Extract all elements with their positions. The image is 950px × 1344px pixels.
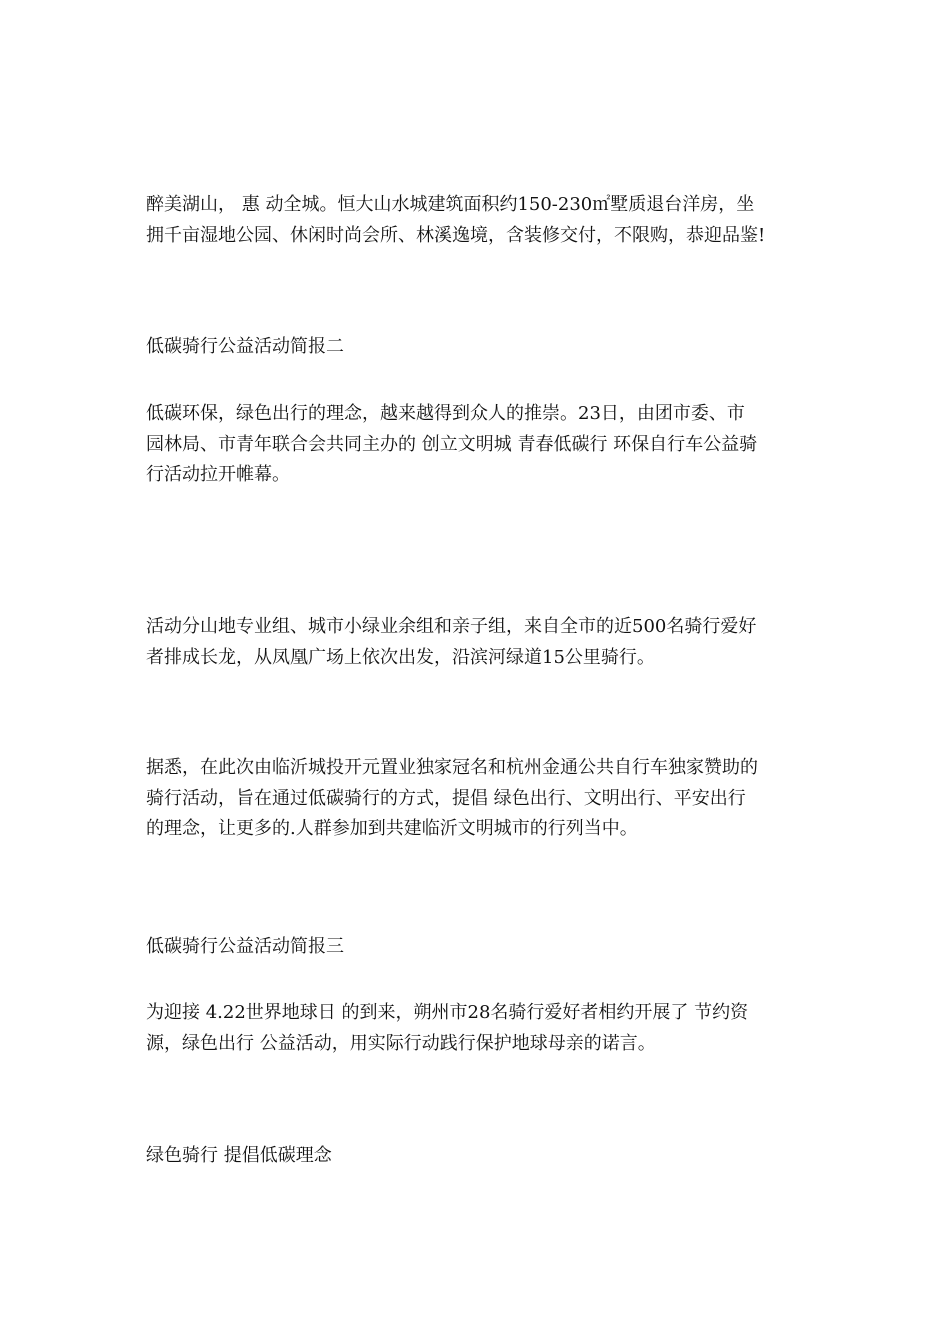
paragraph-line: 者排成长龙，从凤凰广场上依次出发，沿滨河绿道15公里骑行。: [146, 646, 655, 668]
paragraph-intro: [146, 399, 810, 491]
paragraph-earth-day: [146, 998, 810, 1059]
paragraph-line: 行活动拉开帷幕。: [146, 464, 290, 485]
paragraph-promo: [146, 190, 810, 251]
paragraph-line: 源，绿色出行 公益活动，用实际行动践行保护地球母亲的诺言。: [146, 1032, 656, 1054]
paragraph-sponsor: [146, 753, 810, 845]
paragraph-line: 醉美湖山， 惠 动全城。恒大山水城建筑面积约150-230㎡墅质退台洋房，坐: [146, 194, 755, 215]
paragraph-line: 园林局、市青年联合会共同主办的 创立文明城 青春低碳行 环保自行车公益骑: [146, 433, 758, 455]
paragraph-line: 骑行活动，旨在通过低碳骑行的方式，提倡 绿色出行、文明出行、平安出行: [146, 787, 746, 809]
paragraph-line: 据悉，在此次由临沂城投开元置业独家冠名和杭州金通公共自行车独家赞助的: [146, 757, 758, 778]
section-heading-2: 低碳骑行公益活动简报二: [146, 336, 344, 357]
section-heading-4: 绿色骑行 提倡低碳理念: [146, 1145, 332, 1166]
paragraph-line: 拥千亩湿地公园、休闲时尚会所、林溪逸境，含装修交付，不限购，恭迎品鉴!: [146, 224, 766, 246]
paragraph-line: 活动分山地专业组、城市小绿业余组和亲子组，来自全市的近500名骑行爱好: [146, 616, 757, 637]
paragraph-line: 为迎接 4.22世界地球日 的到来，朔州市28名骑行爱好者相约开展了 节约资: [146, 1002, 749, 1023]
paragraph-line: 低碳环保，绿色出行的理念，越来越得到众人的推崇。23日，由团市委、市: [146, 403, 745, 424]
section-heading-3: 低碳骑行公益活动简报三: [146, 936, 344, 957]
paragraph-groups: [146, 612, 810, 673]
paragraph-line: 的理念，让更多的.人群参加到共建临沂文明城市的行列当中。: [146, 818, 638, 839]
